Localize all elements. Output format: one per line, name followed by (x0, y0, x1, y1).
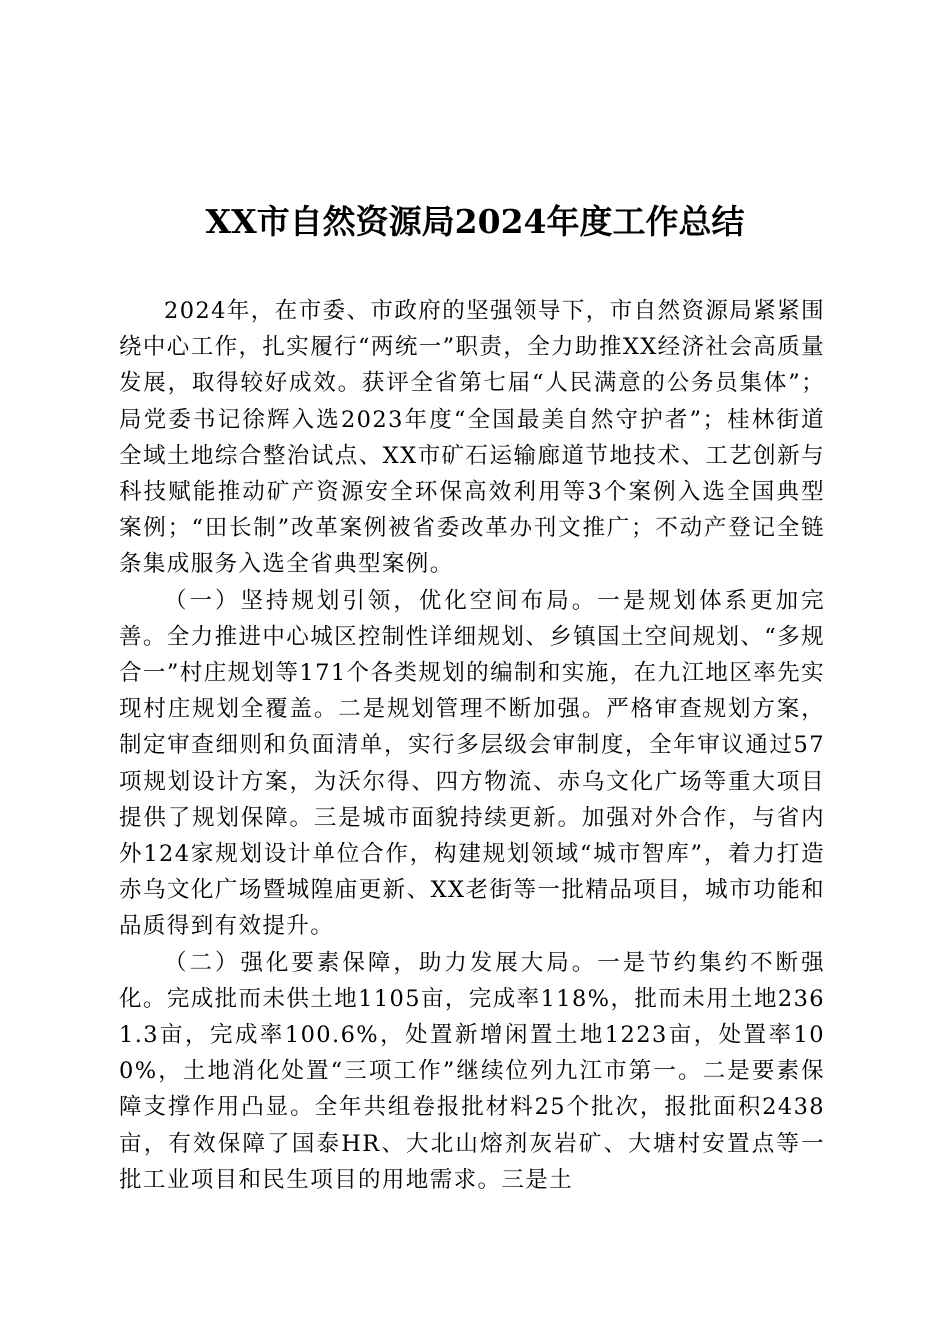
document-body (119, 293, 825, 1198)
paragraph-planning: （一）坚持规划引领，优化空间布局。一是规划体系更加完善。全力推进中心城区控制性详细规划、乡镇国土空间规划、“多规合一”村庄规划等171个各类规划的编制和实施，在九江地区率先实现村庄规划全覆盖。二是规划管理不断加强。严格审查规划方案，制定审查细则和负面清单，实行多层级会审制度，全年审议通过57项规划设计方案，为沃尔得、四方物流、赤乌文化广场等重大项目提供了规划保障。三是城市面貌持续更新。加强对外合作，与省内外124家规划设计单位合作，构建规划领域“城市智库”，着力打造赤乌文化广场暨城隍庙更新、XX老街等一批精品项目，城市功能和品质得到有效提升。 (119, 587, 826, 940)
paragraph-intro: 2024年，在市委、市政府的坚强领导下，市自然资源局紧紧围绕中心工作，扎实履行“两统一”职责，全力助推XX经济社会高质量发展，取得较好成效。获评全省第七届“人民满意的公务员集体”；局党委书记徐辉入选2023年度“全国最美自然守护者”；桂林街道全域土地综合整治试点、XX市矿石运输廊道节地技术、工艺创新与科技赋能推动矿产资源安全环保高效利用等3个案例入选全国典型案例；“田长制”改革案例被省委改革办刊文推广；不动产登记全链条集成服务入选全省典型案例。 (119, 298, 825, 578)
document-title: XX市自然资源局2024年度工作总结 (205, 202, 745, 241)
paragraph-resources: （二）强化要素保障，助力发展大局。一是节约集约不断强化。完成批而未供土地1105亩，完成率118%，批而未用土地2361.3亩，完成率100.6%，处置新增闲置土地1223亩，处置率100%，土地消化处置“三项工作”继续位列九江市第一。二是要素保障支撑作用凸显。全年共组卷报批材料25个批次，报批面积2438亩，有效保障了国泰HR、大北山熔剂灰岩矿、大塘村安置点等一批工业项目和民生项目的用地需求。三是土 (119, 949, 825, 1193)
